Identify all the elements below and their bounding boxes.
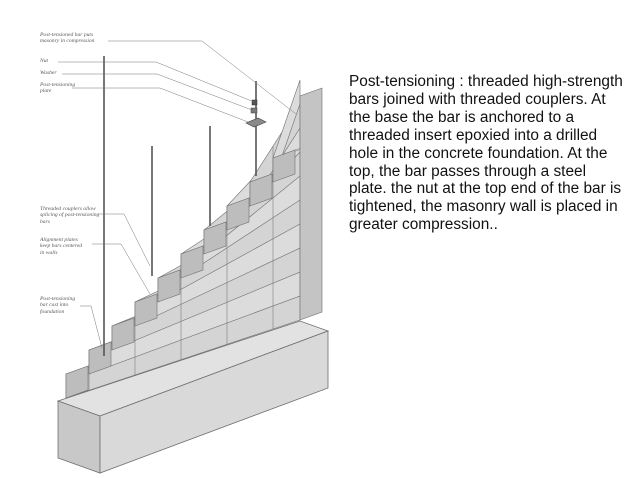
callout-post-tensioning-plate: Post-tensioning plate	[40, 82, 76, 95]
callout-labels	[38, 26, 338, 476]
callout-bar-cast-into-foundation: Post-tensioning bar cast into foundation	[40, 296, 76, 315]
callout-threaded-couplers: Threaded couplers allow splicing of post-tensioning bars	[40, 206, 100, 225]
callout-washer: Washer	[40, 70, 57, 76]
callout-nut: Nut	[40, 58, 49, 64]
callout-alignment-plates: Alignment plates keep bars centered in walls	[40, 237, 83, 256]
callout-post-tensioned-bar: Post-tensioned bar puts masonry in compression	[40, 32, 95, 45]
description-text: Post-tensioning : threaded high-strength bars joined with threaded couplers. At the base the bar is anchored to a threaded insert epoxied into a drilled hole in the concrete foundation. At the top, the bar passes through a steel plate. the nut at the top end of the bar is tightened, the masonry wall is placed in greater compression..	[349, 73, 623, 234]
post-tensioned-wall-illustration	[38, 26, 338, 476]
